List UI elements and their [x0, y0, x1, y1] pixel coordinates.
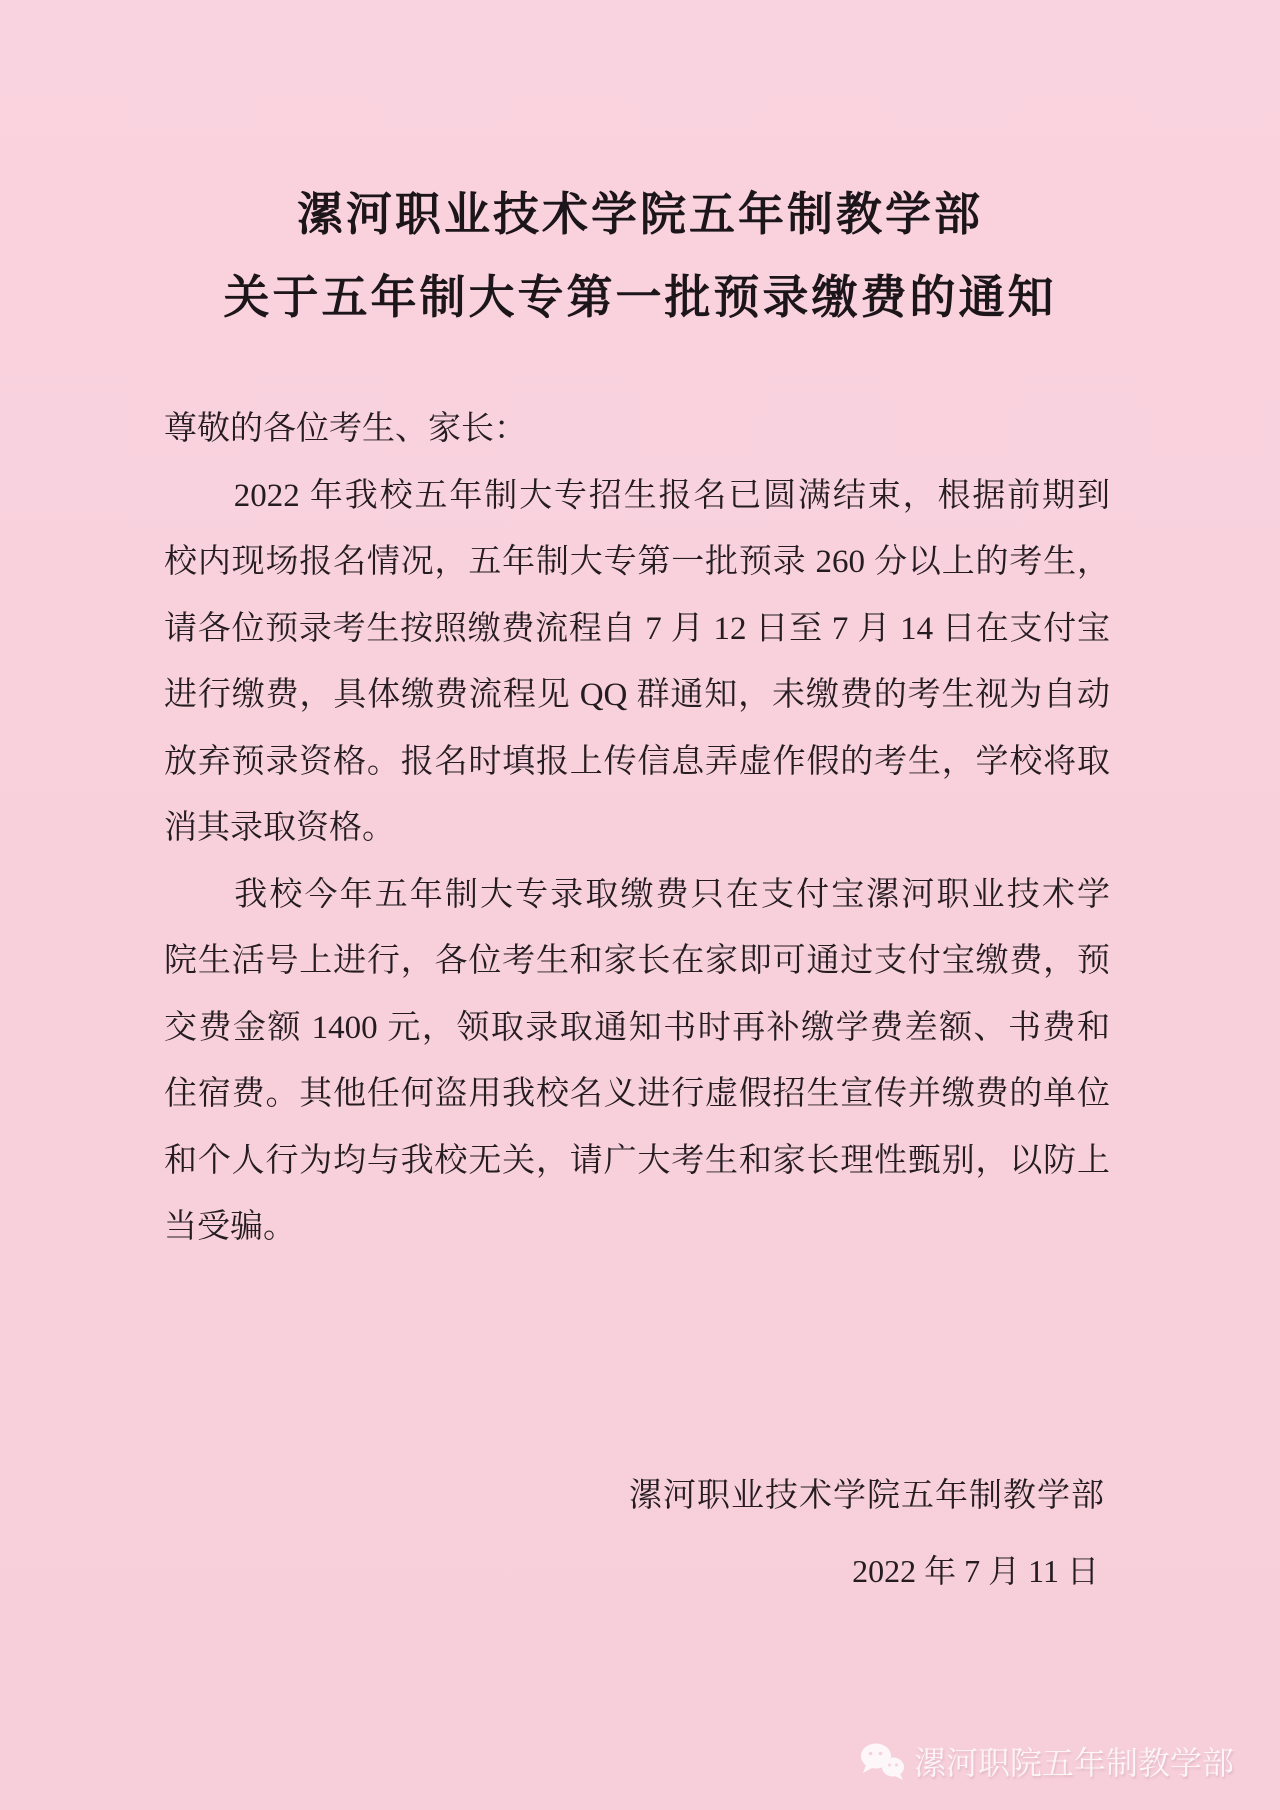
document-body	[164, 396, 1110, 1261]
paragraph-2	[164, 862, 1110, 1261]
date: 2022 年 7 月 11 日	[852, 1553, 1099, 1589]
body-line: 交费金额 1400 元，领取录取通知书时再补缴学费差额、书费和	[164, 1009, 1110, 1046]
body-line: 校内现场报名情况，五年制大专第一批预录 260 分以上的考生，	[164, 544, 1110, 580]
document-title-line1: 漯河职业技术学院五年制教学部	[297, 189, 983, 240]
body-line: 消其录取资格。	[164, 810, 395, 846]
wechat-icon	[858, 1741, 906, 1781]
body-line: 2022 年我校五年制大专招生报名已圆满结束，根据前期到	[164, 477, 1110, 514]
body-line: 当受骗。	[164, 1209, 296, 1245]
watermark-label: 漯河职院五年制教学部	[914, 1745, 1235, 1781]
watermark	[858, 1738, 1234, 1784]
body-line: 放弃预录资格。报名时填报上传信息弄虚作假的考生，学校将取	[164, 743, 1110, 780]
body-line: 请各位预录考生按照缴费流程自 7 月 12 日至 7 月 14 日在支付宝	[164, 610, 1110, 647]
signature: 漯河职业技术学院五年制教学部	[629, 1478, 1105, 1514]
body-line: 院生活号上进行，各位考生和家长在家即可通过支付宝缴费，预	[164, 943, 1110, 979]
salutation: 尊敬的各位考生、家长：	[164, 411, 527, 447]
document-title-line2: 关于五年制大专第一批预录缴费的通知	[223, 272, 1057, 323]
body-line: 我校今年五年制大专录取缴费只在支付宝漯河职业技术学	[164, 876, 1110, 913]
body-line: 进行缴费，具体缴费流程见 QQ 群通知，未缴费的考生视为自动	[164, 677, 1110, 713]
paragraph-1	[164, 463, 1110, 862]
body-line: 和个人行为均与我校无关，请广大考生和家长理性甄别，以防上	[164, 1142, 1110, 1179]
body-line: 住宿费。其他任何盗用我校名义进行虚假招生宣传并缴费的单位	[164, 1076, 1110, 1112]
